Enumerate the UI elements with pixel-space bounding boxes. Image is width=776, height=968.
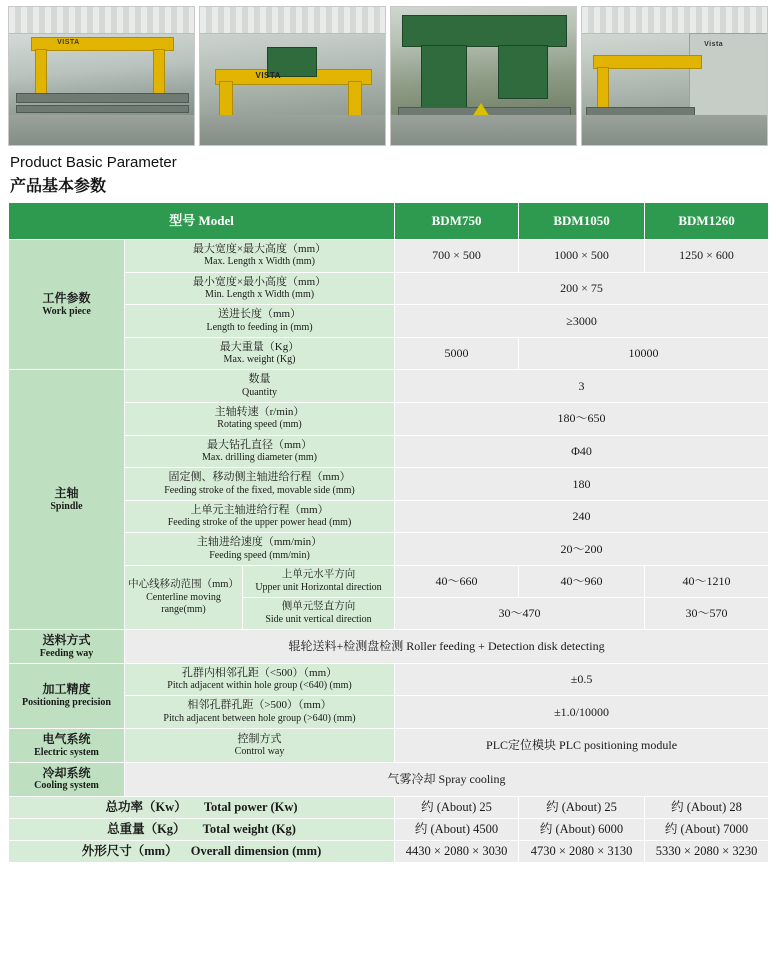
conveyor-rail — [16, 93, 188, 103]
cell-drill-diameter: Φ40 — [395, 435, 769, 468]
row-label-quantity — [125, 370, 395, 403]
table-row — [9, 370, 769, 403]
cell-total-weight-750: 约 (About) 4500 — [395, 818, 519, 840]
table-row — [9, 841, 769, 863]
table-row — [9, 818, 769, 840]
cell-upper-horizontal-1050: 40～960 — [519, 565, 645, 597]
row-label-max-size-cn: 最大宽度×最大高度（mm） — [192, 243, 327, 255]
group-cooling-system — [9, 762, 125, 796]
factory-roof-shape — [582, 7, 767, 34]
row-label-total-power-cn: 总功率（Kw） — [105, 799, 187, 814]
row-label-total-weight-en: Total weight (Kg) — [202, 821, 296, 836]
row-label-total-power — [9, 796, 395, 818]
table-row — [9, 663, 769, 696]
row-label-pitch-within-cn: 孔群内相邻孔距（<500）（mm） — [181, 666, 338, 679]
row-label-stroke-fixed — [125, 468, 395, 501]
table-row — [9, 796, 769, 818]
row-label-stroke-fixed-cn: 固定侧、移动侧主轴进给行程（mm） — [168, 471, 351, 484]
row-label-drill-diameter-cn: 最大钻孔直径（mm） — [206, 438, 313, 451]
row-label-control-way — [125, 728, 395, 762]
factory-floor-shape — [200, 115, 385, 145]
cell-max-weight-rest: 10000 — [519, 337, 769, 370]
row-label-overall-dimension-cn: 外形尺寸（mm） — [81, 844, 178, 859]
row-label-upper-horizontal-cn: 上单元水平方向 — [281, 568, 356, 580]
row-label-rotating-speed-en: Rotating speed (mm) — [217, 419, 302, 431]
row-label-feed-length-en: Length to feeding in (mm) — [206, 321, 313, 333]
machine-gantry-beam — [593, 55, 702, 69]
machine-logo-4: Vista — [704, 41, 724, 48]
group-electric-system — [9, 728, 125, 762]
row-label-feed-length-cn: 送进长度（mm） — [217, 308, 302, 321]
header-model-3: BDM1260 — [645, 203, 769, 240]
group-spindle-cn: 主轴 — [54, 486, 79, 501]
cell-stroke-fixed: 180 — [395, 468, 769, 501]
row-label-pitch-between-en: Pitch adjacent between hole group (>640) (mm) — [163, 712, 356, 724]
cell-upper-horizontal-750: 40～660 — [395, 565, 519, 597]
row-label-max-weight — [125, 337, 395, 370]
row-label-rotating-speed — [125, 402, 395, 435]
table-row — [9, 728, 769, 762]
cell-cooling-value: 气雾冷却 Spray cooling — [125, 762, 769, 796]
header-model-label: 型号 Model — [9, 203, 395, 240]
row-label-feeding-speed — [125, 533, 395, 566]
row-label-stroke-fixed-en: Feeding stroke of the fixed, movable side (mm) — [164, 484, 355, 496]
group-workpiece — [9, 240, 125, 370]
machine-column-right — [153, 49, 165, 97]
drill-head-top-frame — [402, 15, 567, 47]
row-label-side-vertical — [243, 597, 395, 629]
row-label-max-weight-en: Max. weight (Kg) — [223, 354, 296, 366]
row-label-centerline-range-cn: 中心线移动范围（mm） — [128, 578, 239, 590]
machine-column-left — [35, 49, 47, 97]
cell-max-size-1050: 1000 × 500 — [519, 240, 645, 273]
row-label-overall-dimension — [9, 841, 395, 863]
product-photo-4 — [581, 6, 768, 146]
cell-max-size-1260: 1250 × 600 — [645, 240, 769, 273]
row-label-total-power-en: Total power (Kw) — [203, 799, 298, 814]
group-electric-system-en: Electric system — [34, 746, 99, 758]
row-label-feed-length — [125, 305, 395, 338]
table-row — [9, 762, 769, 796]
row-label-overall-dimension-en: Overall dimension (mm) — [190, 844, 322, 859]
cell-overall-dimension-750: 4430 × 2080 × 3030 — [395, 841, 519, 863]
row-label-pitch-within-en: Pitch adjacent within hole group (<640) (mm) — [167, 680, 352, 692]
product-photo-3 — [390, 6, 577, 146]
row-label-pitch-between-cn: 相邻孔群孔距（>500）（mm） — [187, 699, 332, 712]
row-label-side-vertical-cn: 侧单元竖直方向 — [281, 600, 356, 612]
row-label-control-way-en: Control way — [234, 745, 285, 757]
row-label-quantity-en: Quantity — [242, 386, 278, 398]
row-label-max-size-en: Max. Length x Width (mm) — [204, 256, 315, 268]
row-label-centerline-range-en: Centerline moving range(mm) — [146, 591, 221, 615]
drill-head-right-block — [498, 45, 548, 99]
group-precision-en: Positioning precision — [22, 697, 111, 709]
row-label-drill-diameter — [125, 435, 395, 468]
product-photo-2 — [199, 6, 386, 146]
cell-pitch-within-value: ±0.5 — [395, 663, 769, 696]
factory-roof-shape — [9, 7, 194, 34]
group-workpiece-en: Work piece — [42, 305, 91, 317]
cell-control-way-value: PLC定位模块 PLC positioning module — [395, 728, 769, 762]
row-label-rotating-speed-cn: 主轴转速（r/min） — [214, 405, 305, 418]
row-label-pitch-within — [125, 663, 395, 696]
row-label-min-size-cn: 最小宽度×最小高度（mm） — [192, 275, 327, 288]
group-spindle — [9, 370, 125, 630]
row-label-centerline-range — [125, 565, 243, 629]
table-header-row — [9, 203, 769, 240]
machine-column-left — [597, 67, 609, 109]
factory-floor-shape — [391, 115, 576, 145]
group-workpiece-cn: 工件参数 — [42, 291, 91, 306]
specification-table — [8, 202, 769, 863]
header-model-2: BDM1050 — [519, 203, 645, 240]
cell-rotating-speed: 180～650 — [395, 402, 769, 435]
cell-feed-length-all: ≥3000 — [395, 305, 769, 338]
cell-overall-dimension-1260: 5330 × 2080 × 3230 — [645, 841, 769, 863]
row-label-max-weight-cn: 最大重量（Kg） — [219, 340, 300, 353]
group-spindle-en: Spindle — [50, 500, 83, 512]
row-label-total-weight — [9, 818, 395, 840]
machine-logo-1: VISTA — [57, 39, 80, 46]
table-row — [9, 240, 769, 273]
cell-overall-dimension-1050: 4730 × 2080 × 3130 — [519, 841, 645, 863]
row-label-stroke-upper-en: Feeding stroke of the upper power head (mm) — [167, 517, 352, 529]
conveyor-rail-2 — [16, 105, 188, 113]
cell-max-weight-750: 5000 — [395, 337, 519, 370]
cell-total-power-750: 约 (About) 25 — [395, 796, 519, 818]
row-label-side-vertical-en: Side unit vertical direction — [265, 613, 372, 625]
machine-logo-2: VISTA — [255, 71, 281, 80]
product-photo-strip — [8, 6, 768, 146]
cell-total-weight-1260: 约 (About) 7000 — [645, 818, 769, 840]
cell-side-vertical-1260: 30～570 — [645, 597, 769, 629]
row-label-upper-horizontal — [243, 565, 395, 597]
factory-floor-shape — [582, 115, 767, 145]
cell-min-size-all: 200 × 75 — [395, 272, 769, 305]
row-label-min-size-en: Min. Length x Width (mm) — [204, 289, 315, 300]
cell-pitch-between-value: ±1.0/10000 — [395, 696, 769, 729]
cell-total-weight-1050: 约 (About) 6000 — [519, 818, 645, 840]
page-title-cn: 产品基本参数 — [10, 178, 107, 195]
product-photo-1 — [8, 6, 195, 146]
row-label-pitch-between — [125, 696, 395, 729]
table-row — [9, 629, 769, 663]
group-precision-cn: 加工精度 — [42, 682, 91, 697]
row-label-max-size — [125, 240, 395, 273]
cell-total-power-1260: 约 (About) 28 — [645, 796, 769, 818]
cell-quantity: 3 — [395, 370, 769, 403]
cell-feeding-speed: 20～200 — [395, 533, 769, 566]
factory-roof-shape — [200, 7, 385, 34]
cell-upper-horizontal-1260: 40～1210 — [645, 565, 769, 597]
cell-feeding-way-value: 辊轮送料+检测盘检测 Roller feeding + Detection disk detecting — [125, 629, 769, 663]
header-model-1: BDM750 — [395, 203, 519, 240]
cell-stroke-upper: 240 — [395, 500, 769, 533]
cell-max-size-750: 700 × 500 — [395, 240, 519, 273]
group-precision — [9, 663, 125, 728]
control-cabinet — [689, 33, 768, 127]
cell-total-power-1050: 约 (About) 25 — [519, 796, 645, 818]
factory-floor-shape — [9, 115, 194, 145]
group-cooling-system-cn: 冷却系统 — [42, 765, 91, 780]
row-label-feeding-speed-en: Feeding speed (mm/min) — [209, 549, 310, 561]
row-label-total-weight-cn: 总重量（Kg） — [107, 821, 186, 836]
row-label-min-size — [125, 272, 395, 305]
cell-side-vertical-750-1050: 30～470 — [395, 597, 645, 629]
page-title-en: Product Basic Parameter — [10, 154, 177, 171]
row-label-control-way-cn: 控制方式 — [237, 732, 282, 745]
group-feeding-way-en: Feeding way — [39, 647, 94, 659]
row-label-upper-horizontal-en: Upper unit Horizontal direction — [255, 581, 382, 593]
group-feeding-way-cn: 送料方式 — [42, 632, 91, 647]
row-label-feeding-speed-cn: 主轴进给速度（mm/min） — [196, 536, 323, 549]
row-label-stroke-upper — [125, 500, 395, 533]
row-label-stroke-upper-cn: 上单元主轴进给行程（mm） — [190, 503, 329, 516]
row-label-drill-diameter-en: Max. drilling diameter (mm) — [202, 451, 317, 463]
group-cooling-system-en: Cooling system — [34, 780, 99, 792]
drill-head-left-block — [421, 45, 467, 109]
row-label-quantity-cn: 数量 — [248, 373, 271, 386]
group-feeding-way — [9, 629, 125, 663]
group-electric-system-cn: 电气系统 — [42, 731, 91, 746]
